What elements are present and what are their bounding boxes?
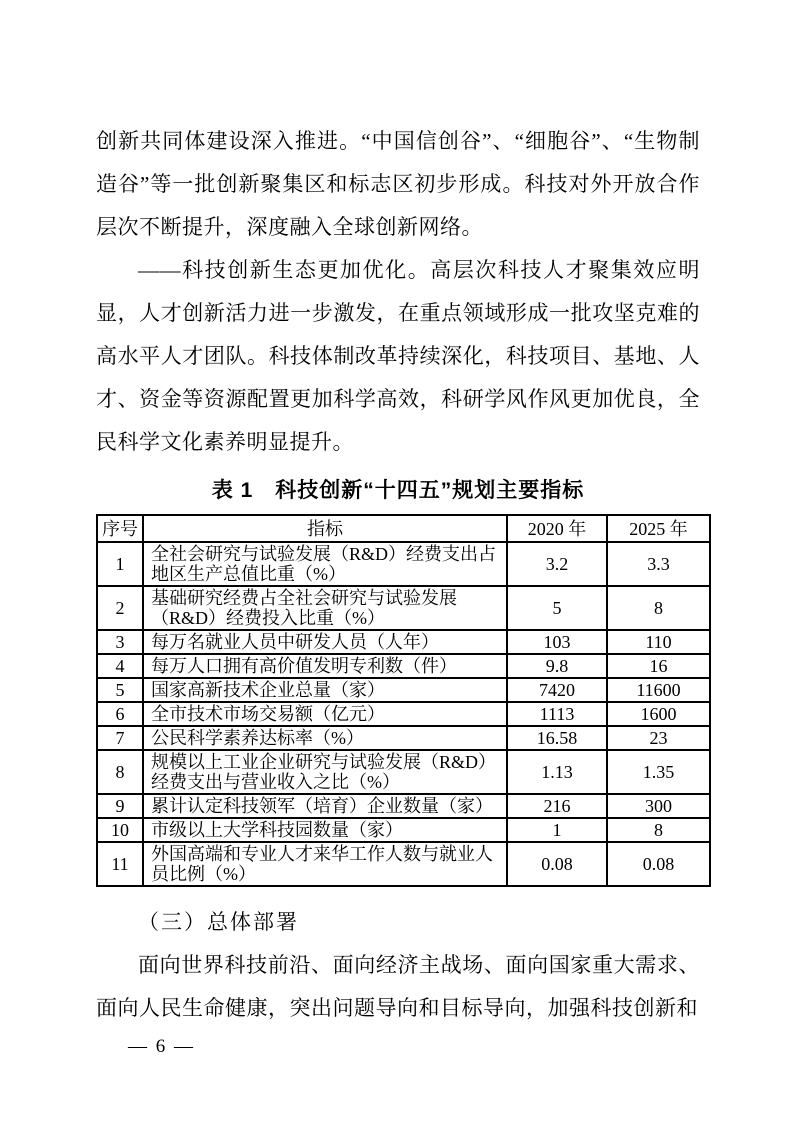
table-row <box>97 586 710 630</box>
cell-2020: 9.8 <box>507 654 607 678</box>
cell-2020: 1.13 <box>507 750 607 794</box>
header-cell-no: 序号 <box>97 515 143 542</box>
table-row <box>97 842 710 886</box>
cell-2020: 7420 <box>507 678 607 702</box>
table-row <box>97 794 710 818</box>
cell-indicator: 累计认定科技领军（培育）企业数量（家） <box>143 794 507 818</box>
table-header-row <box>97 515 710 542</box>
cell-2025: 8 <box>607 586 710 630</box>
cell-2025: 0.08 <box>607 842 710 886</box>
cell-indicator: 全社会研究与试验发展（R&D）经费支出占地区生产总值比重（%） <box>143 542 507 586</box>
cell-2020: 216 <box>507 794 607 818</box>
cell-indicator: 全市技术市场交易额（亿元） <box>143 702 507 726</box>
table-row <box>97 750 710 794</box>
cell-2025: 1.35 <box>607 750 710 794</box>
cell-2020: 3.2 <box>507 542 607 586</box>
cell-indicator: 国家高新技术企业总量（家） <box>143 678 507 702</box>
cell-no: 8 <box>97 750 143 794</box>
cell-2025: 3.3 <box>607 542 710 586</box>
cell-2025: 300 <box>607 794 710 818</box>
cell-indicator: 规模以上工业企业研究与试验发展（R&D）经费支出与营业收入之比（%） <box>143 750 507 794</box>
cell-2025: 16 <box>607 654 710 678</box>
table-row <box>97 702 710 726</box>
cell-2020: 1113 <box>507 702 607 726</box>
header-cell-2025: 2025 年 <box>607 515 710 542</box>
cell-indicator: 基础研究经费占全社会研究与试验发展（R&D）经费投入比重（%） <box>143 586 507 630</box>
cell-indicator: 公民科学素养达标率（%） <box>143 726 507 750</box>
table-row <box>97 678 710 702</box>
cell-2020: 103 <box>507 630 607 654</box>
ecology-paragraph: ——科技创新生态更加优化。高层次科技人才聚集效应明显，人才创新活力进一步激发，在重点领域形成一批攻坚克难的高水平人才团队。科技体制改革持续深化，科技项目、基地、人才、资金等资源配置更加科学高效，科研学风作风更加优良，全民科学文化素养明显提升。 <box>96 258 700 454</box>
cell-2025: 1600 <box>607 702 710 726</box>
cell-2025: 8 <box>607 818 710 842</box>
cell-2020: 0.08 <box>507 842 607 886</box>
cell-no: 10 <box>97 818 143 842</box>
indicator-table-body <box>97 542 710 886</box>
header-cell-indicator: 指标 <box>143 515 507 542</box>
indicator-table <box>96 514 711 887</box>
table-row <box>97 630 710 654</box>
cell-indicator: 每万名就业人员中研发人员（人年） <box>143 630 507 654</box>
continuation-paragraph: 创新共同体建设深入推进。“中国信创谷”、“细胞谷”、“生物制造谷”等一批创新聚集区和标志区初步形成。科技对外开放合作层次不断提升，深度融入全球创新网络。 <box>96 129 700 239</box>
cell-2025: 23 <box>607 726 710 750</box>
table-row <box>97 542 710 586</box>
cell-no: 5 <box>97 678 143 702</box>
cell-no: 6 <box>97 702 143 726</box>
cell-no: 2 <box>97 586 143 630</box>
cell-indicator: 外国高端和专业人才来华工作人数与就业人员比例（%） <box>143 842 507 886</box>
cell-indicator: 市级以上大学科技园数量（家） <box>143 818 507 842</box>
table-title: 表 1 科技创新“十四五”规划主要指标 <box>211 479 585 502</box>
cell-2020: 16.58 <box>507 726 607 750</box>
cell-no: 3 <box>97 630 143 654</box>
table-row <box>97 726 710 750</box>
cell-indicator: 每万人口拥有高价值发明专利数（件） <box>143 654 507 678</box>
table-row <box>97 818 710 842</box>
page-number: — 6 — <box>128 1036 195 1057</box>
deployment-paragraph: 面向世界科技前沿、面向经济主战场、面向国家重大需求、面向人民生命健康，突出问题导向和目标导向，加强科技创新和 <box>96 953 700 1020</box>
cell-no: 11 <box>97 842 143 886</box>
cell-2025: 110 <box>607 630 710 654</box>
cell-2020: 1 <box>507 818 607 842</box>
cell-no: 1 <box>97 542 143 586</box>
table-row <box>97 654 710 678</box>
cell-no: 7 <box>97 726 143 750</box>
cell-2025: 11600 <box>607 678 710 702</box>
cell-2020: 5 <box>507 586 607 630</box>
cell-no: 9 <box>97 794 143 818</box>
section-heading: （三）总体部署 <box>138 910 299 934</box>
cell-no: 4 <box>97 654 143 678</box>
header-cell-2020: 2020 年 <box>507 515 607 542</box>
